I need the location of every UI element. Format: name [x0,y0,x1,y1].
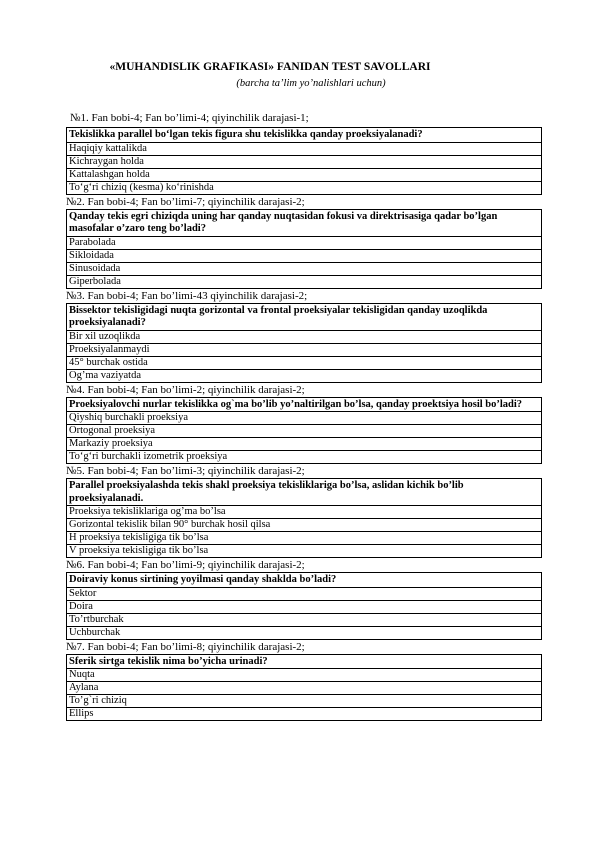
question-table [66,209,542,289]
question-meta: №6. Fan bobi-4; Fan bo’limi-9; qiyinchilik darajasi-2; [66,559,305,571]
question-meta: №2. Fan bobi-4; Fan bo’limi-7; qiyinchilik darajasi-2; [66,195,305,208]
question-table [66,397,542,465]
answer-option: To’rtburchak [67,613,542,626]
question-table [66,303,542,383]
answer-option: Nuqta [67,669,542,682]
question-text: Parallel proeksiyalashda tekis shakl proeksiya tekisliklariga bo’lsa, aslidan kichik bo’lib proeksiyalanadi. [67,479,542,506]
question-table [66,572,542,640]
question-text: Sferik sirtga tekislik nima bo’yicha urinadi? [67,654,542,669]
question-meta: №1. Fan bobi-4; Fan bo’limi-4; qiyinchilik darajasi-1; [70,112,309,124]
question-text: Doiraviy konus sirtining yoyilmasi qanday shaklda bo’ladi? [67,573,542,588]
answer-option: Proeksiyalanmaydi [67,343,542,356]
answer-option: Gorizontal tekislik bilan 90° burchak hosil qilsa [67,519,542,532]
answer-option: To‘g‘ri burchakli izometrik proeksiya [67,451,542,464]
question-meta: №7. Fan bobi-4; Fan bo’limi-8; qiyinchilik darajasi-2; [66,640,305,653]
question-meta: №5. Fan bobi-4; Fan bo’limi-3; qiyinchilik darajasi-2; [66,465,305,477]
question-list [66,111,542,721]
answer-option: Ortogonal proeksiya [67,425,542,438]
answer-option: H proeksiya tekisligiga tik bo’lsa [67,532,542,545]
answer-option: Sektor [67,587,542,600]
document-title: «MUHANDISLIK GRAFIKASI» FANIDAN TEST SAVOLLARI [109,61,431,73]
question-meta: №3. Fan bobi-4; Fan bo’limi-43 qiyinchilik darajasi-2; [66,289,308,302]
question-text: Qanday tekis egri chiziqda uning har qanday nuqtasidan fokusi va direktrisasiga qadar bo’lgan masofalar o’zaro teng bo’ladi? [67,209,542,236]
answer-option: Sinusoidada [67,262,542,275]
document-subtitle: (barcha ta’lim yo’nalishlari uchun) [236,78,386,89]
answer-option: V proeksiya tekisligiga tik bo’lsa [67,545,542,558]
question-text: Tekislikka parallel bo‘lgan tekis figura shu tekislikka qanday proeksiyalanadi? [67,128,542,143]
answer-option: To‘g‘ri chiziq (kesma) ko‘rinishda [67,181,542,194]
answer-option: Og’ma vaziyatda [67,369,542,382]
answer-option: Qiyshiq burchakli proeksiya [67,412,542,425]
answer-option: Aylana [67,682,542,695]
answer-option: Parabolada [67,236,542,249]
answer-option: 45° burchak ostida [67,356,542,369]
question-meta: №4. Fan bobi-4; Fan bo’limi-2; qiyinchilik darajasi-2; [66,383,305,396]
question-table [66,654,542,722]
answer-option: Markaziy proeksiya [67,438,542,451]
answer-option: Sikloidada [67,249,542,262]
answer-option: Kichraygan holda [67,155,542,168]
question-text: Bissektor tekisligidagi nuqta gorizontal va frontal proeksiyalar tekisligidan qanday uzoqlikda proeksiyalanadi? [67,303,542,330]
answer-option: To’g`ri chiziq [67,695,542,708]
answer-option: Giperbolada [67,275,542,288]
answer-option: Kattalashgan holda [67,168,542,181]
question-table [66,478,542,558]
answer-option: Proeksiya tekisliklariga og’ma bo’lsa [67,506,542,519]
answer-option: Ellips [67,708,542,721]
answer-option: Uchburchak [67,626,542,639]
answer-option: Haqiqiy kattalikda [67,142,542,155]
question-text: Proeksiyalovchi nurlar tekislikka og`ma bo’lib yo’naltirilgan bo’lsa, qanday proektsiya hosil bo’ladi? [67,397,542,412]
question-table [66,127,542,195]
answer-option: Doira [67,600,542,613]
answer-option: Bir xil uzoqlikda [67,330,542,343]
